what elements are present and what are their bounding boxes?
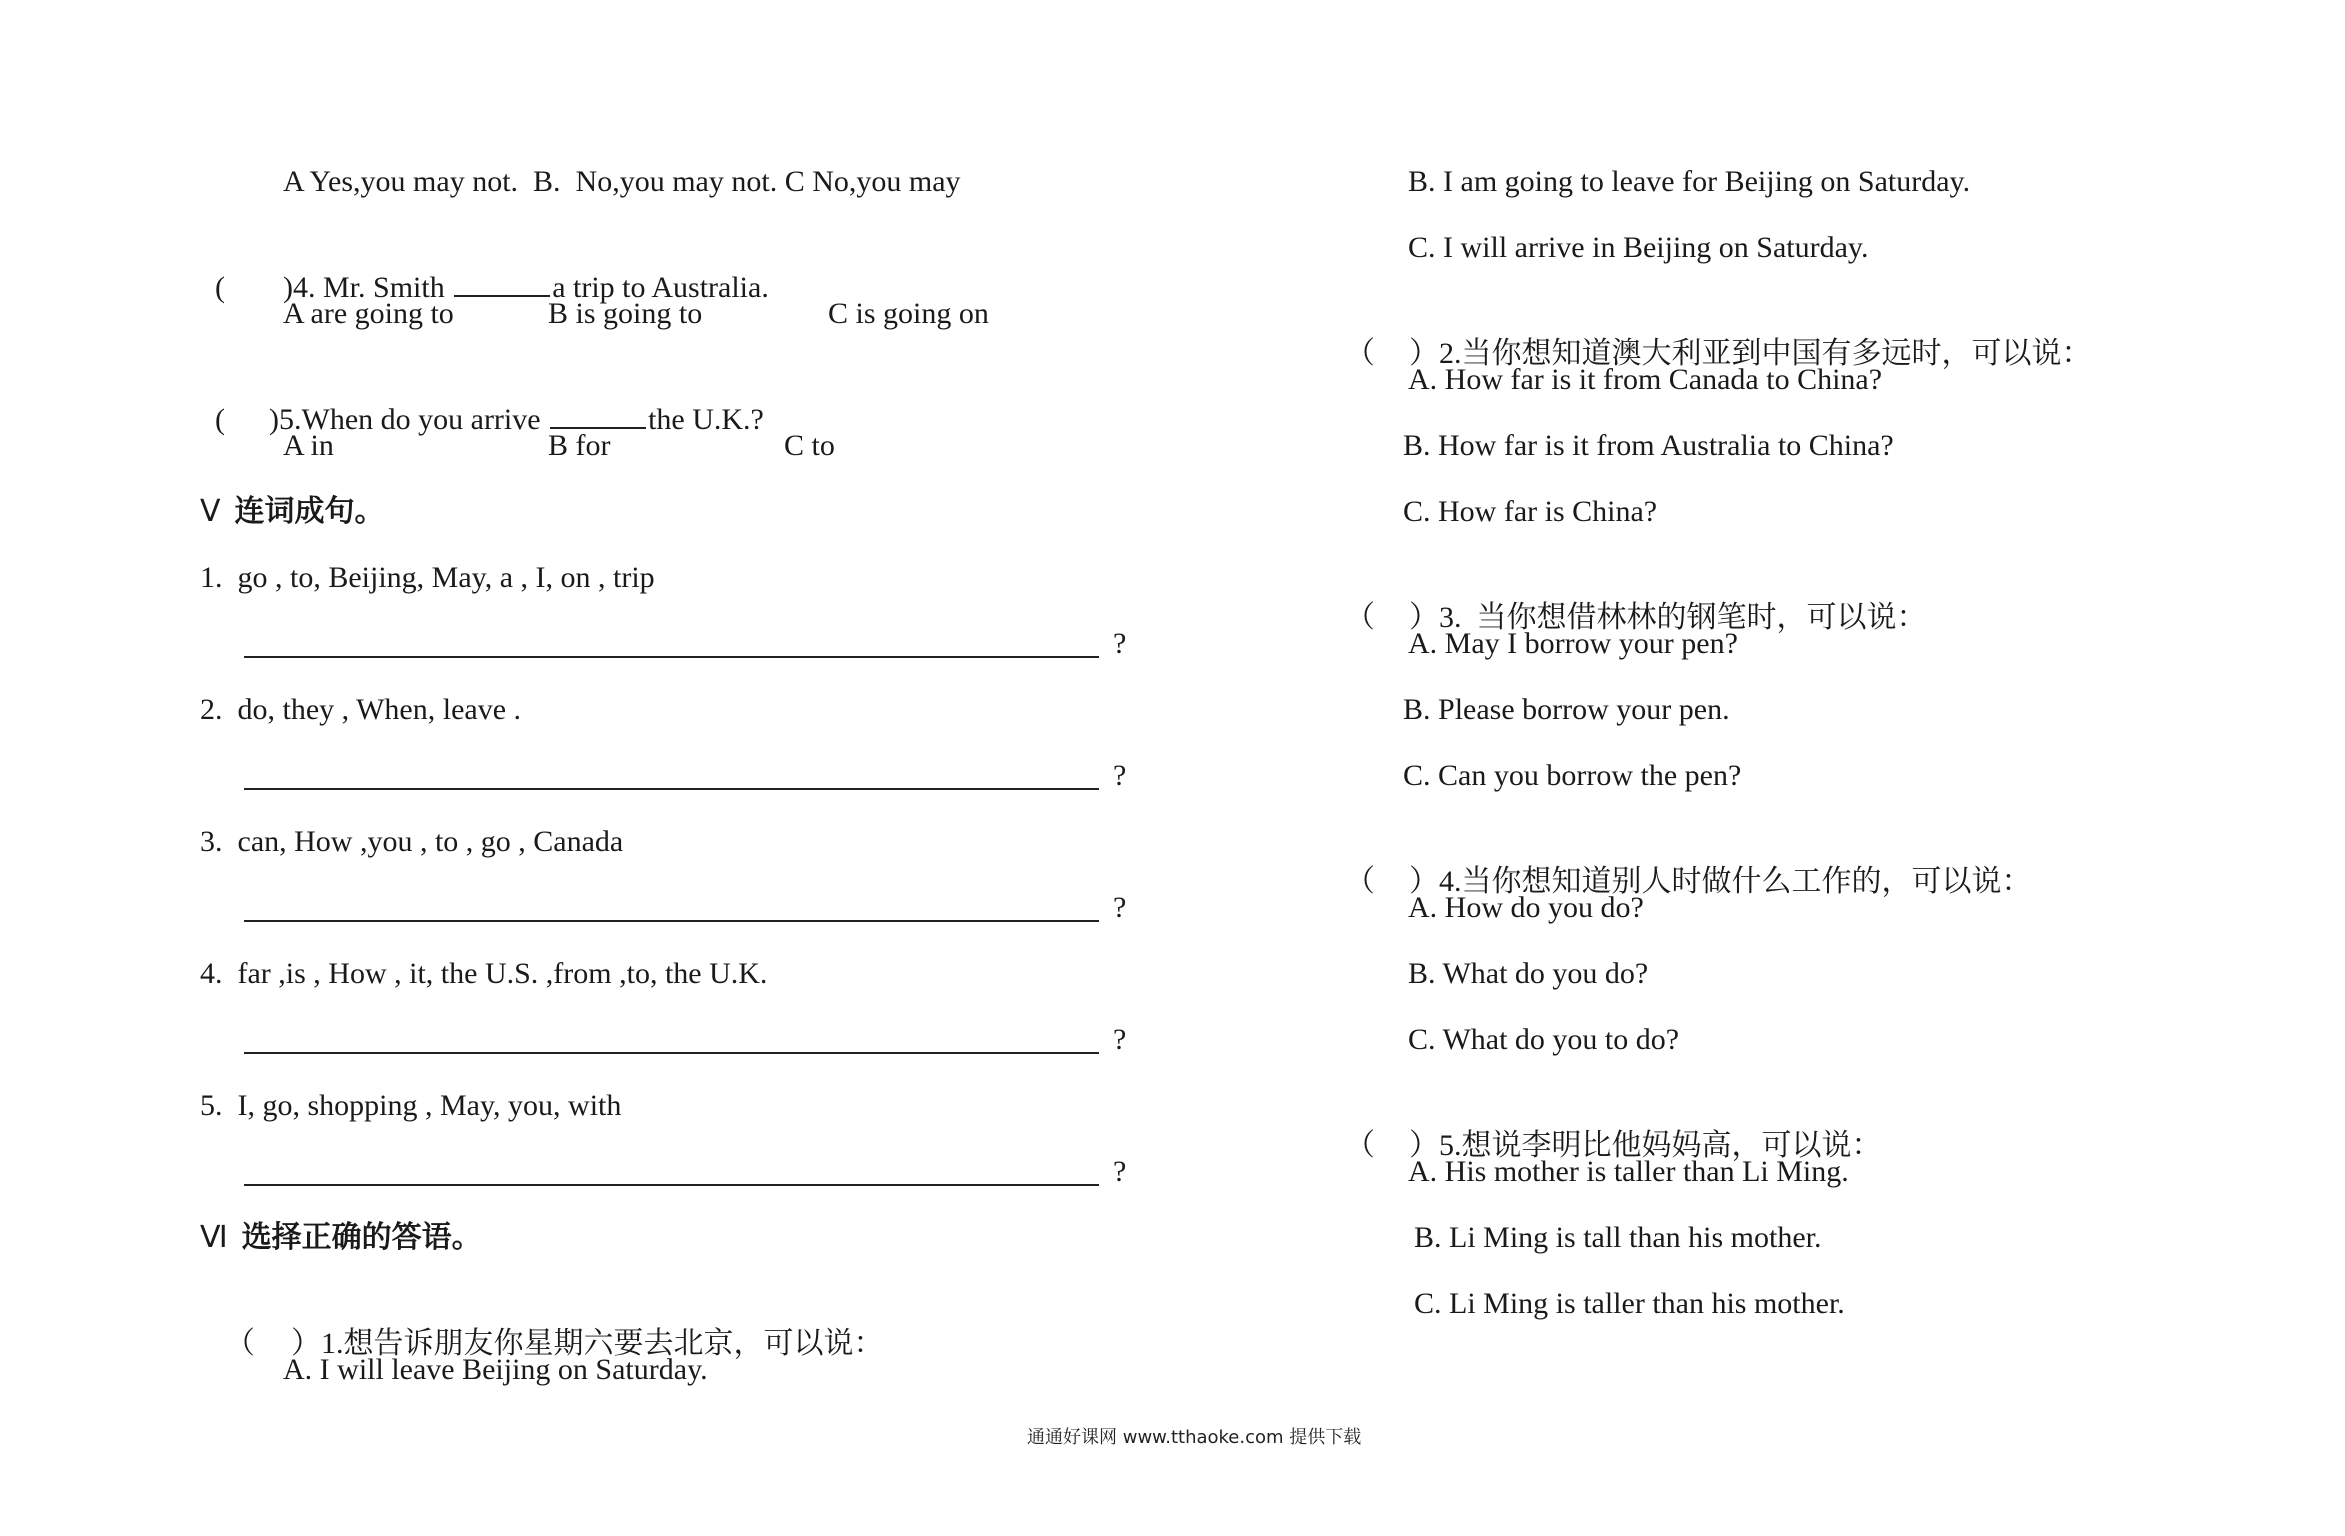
answer-paren-close: ） <box>291 1327 321 1360</box>
sentence-3-answer-line[interactable] <box>244 920 1099 922</box>
s6-q4-option-a: A. How do you do? <box>1408 891 1644 924</box>
answer-paren-open: （ <box>225 1327 255 1360</box>
q5-option-a: A in <box>283 429 334 462</box>
answer-paren-open: ( <box>215 271 225 304</box>
q3-options: A Yes,you may not. B. No,you may not. C No,you may <box>283 165 961 198</box>
s6-q4-option-b: B. What do you do? <box>1408 957 1649 990</box>
sentence-3-prompt: 3. can, How ,you , to , go , Canada <box>200 825 624 858</box>
s6-q3-option-b: B. Please borrow your pen. <box>1403 693 1730 726</box>
sentence-3-end-mark: ? <box>1113 891 1127 924</box>
answer-paren-close: ） <box>1409 865 1439 898</box>
answer-paren-open: （ <box>1345 1129 1375 1162</box>
sentence-5-answer-line[interactable] <box>244 1184 1099 1186</box>
answer-paren-close: ） <box>1409 601 1439 634</box>
section-6-numeral: Ⅵ <box>200 1220 228 1255</box>
section-5-title: 连词成句。 <box>234 495 385 528</box>
question-4-text-after: a trip to Australia. <box>552 271 769 304</box>
section-6-heading <box>200 1218 482 1258</box>
sentence-2-answer-line[interactable] <box>244 788 1099 790</box>
sentence-4-prompt: 4. far ,is , How , it, the U.S. ,from ,to, the U.K. <box>200 957 768 990</box>
s6-q3-option-c: C. Can you borrow the pen? <box>1403 759 1742 792</box>
question-5-text: 5.When do you arrive <box>279 403 549 436</box>
s6-question-1-text: 1.想告诉朋友你星期六要去北京，可以说： <box>321 1327 884 1360</box>
section-6-title: 选择正确的答语。 <box>241 1221 482 1254</box>
s6-q3-option-a: A. May I borrow your pen? <box>1408 627 1738 660</box>
s6-q2-option-a: A. How far is it from Canada to China? <box>1408 363 1883 396</box>
answer-paren-close: ） <box>1409 1129 1439 1162</box>
s6-q4-option-c: C. What do you to do? <box>1408 1023 1680 1056</box>
s6-q1-option-b: B. I am going to leave for Beijing on Saturday. <box>1408 165 1971 198</box>
answer-paren-open: （ <box>1345 601 1375 634</box>
s6-q5-option-c: C. Li Ming is taller than his mother. <box>1414 1287 1845 1320</box>
s6-q5-option-a: A. His mother is taller than Li Ming. <box>1408 1155 1849 1188</box>
s6-question-2-text: 2.当你想知道澳大利亚到中国有多远时，可以说： <box>1439 337 2092 370</box>
answer-paren-close: ） <box>1409 337 1439 370</box>
sentence-4-answer-line[interactable] <box>244 1052 1099 1054</box>
s6-q2-option-c: C. How far is China? <box>1403 495 1658 528</box>
q4-option-c: C is going on <box>828 297 989 330</box>
fill-blank[interactable] <box>454 269 550 297</box>
sentence-2-prompt: 2. do, they , When, leave . <box>200 693 522 726</box>
sentence-1-end-mark: ? <box>1113 627 1127 660</box>
sentence-2-end-mark: ? <box>1113 759 1127 792</box>
s6-q1-option-c: C. I will arrive in Beijing on Saturday. <box>1408 231 1869 264</box>
fill-blank[interactable] <box>550 401 646 429</box>
section-5-heading <box>200 492 385 532</box>
sentence-1-prompt: 1. go , to, Beijing, May, a , I, on , trip <box>200 561 655 594</box>
section-5-numeral: Ⅴ <box>200 494 221 529</box>
answer-paren-close: ) <box>269 403 279 436</box>
answer-paren-close: ) <box>283 271 293 304</box>
question-5-text-after: the U.K.? <box>648 403 764 436</box>
q5-option-c: C to <box>784 429 835 462</box>
sentence-5-end-mark: ? <box>1113 1155 1127 1188</box>
q5-option-b: B for <box>548 429 611 462</box>
answer-paren-open: （ <box>1345 865 1375 898</box>
q4-option-b: B is going to <box>548 297 703 330</box>
answer-paren-open: （ <box>1345 337 1375 370</box>
sentence-1-answer-line[interactable] <box>244 656 1099 658</box>
q4-option-a: A are going to <box>283 297 454 330</box>
answer-paren-open: ( <box>215 403 225 436</box>
question-4-text: 4. Mr. Smith <box>293 271 453 304</box>
s6-question-3-text: 3. 当你想借林林的钢笔时，可以说： <box>1439 601 1927 634</box>
sentence-4-end-mark: ? <box>1113 1023 1127 1056</box>
s6-q1-option-a: A. I will leave Beijing on Saturday. <box>283 1353 708 1386</box>
s6-q5-option-b: B. Li Ming is tall than his mother. <box>1414 1221 1822 1254</box>
s6-question-5-text: 5.想说李明比他妈妈高，可以说： <box>1439 1129 1882 1162</box>
page-footer: 通通好课网 www.tthaoke.com 提供下载 <box>1027 1427 1362 1448</box>
sentence-5-prompt: 5. I, go, shopping , May, you, with <box>200 1089 622 1122</box>
s6-q2-option-b: B. How far is it from Australia to China? <box>1403 429 1894 462</box>
s6-question-4-text: 4.当你想知道别人时做什么工作的，可以说： <box>1439 865 2032 898</box>
